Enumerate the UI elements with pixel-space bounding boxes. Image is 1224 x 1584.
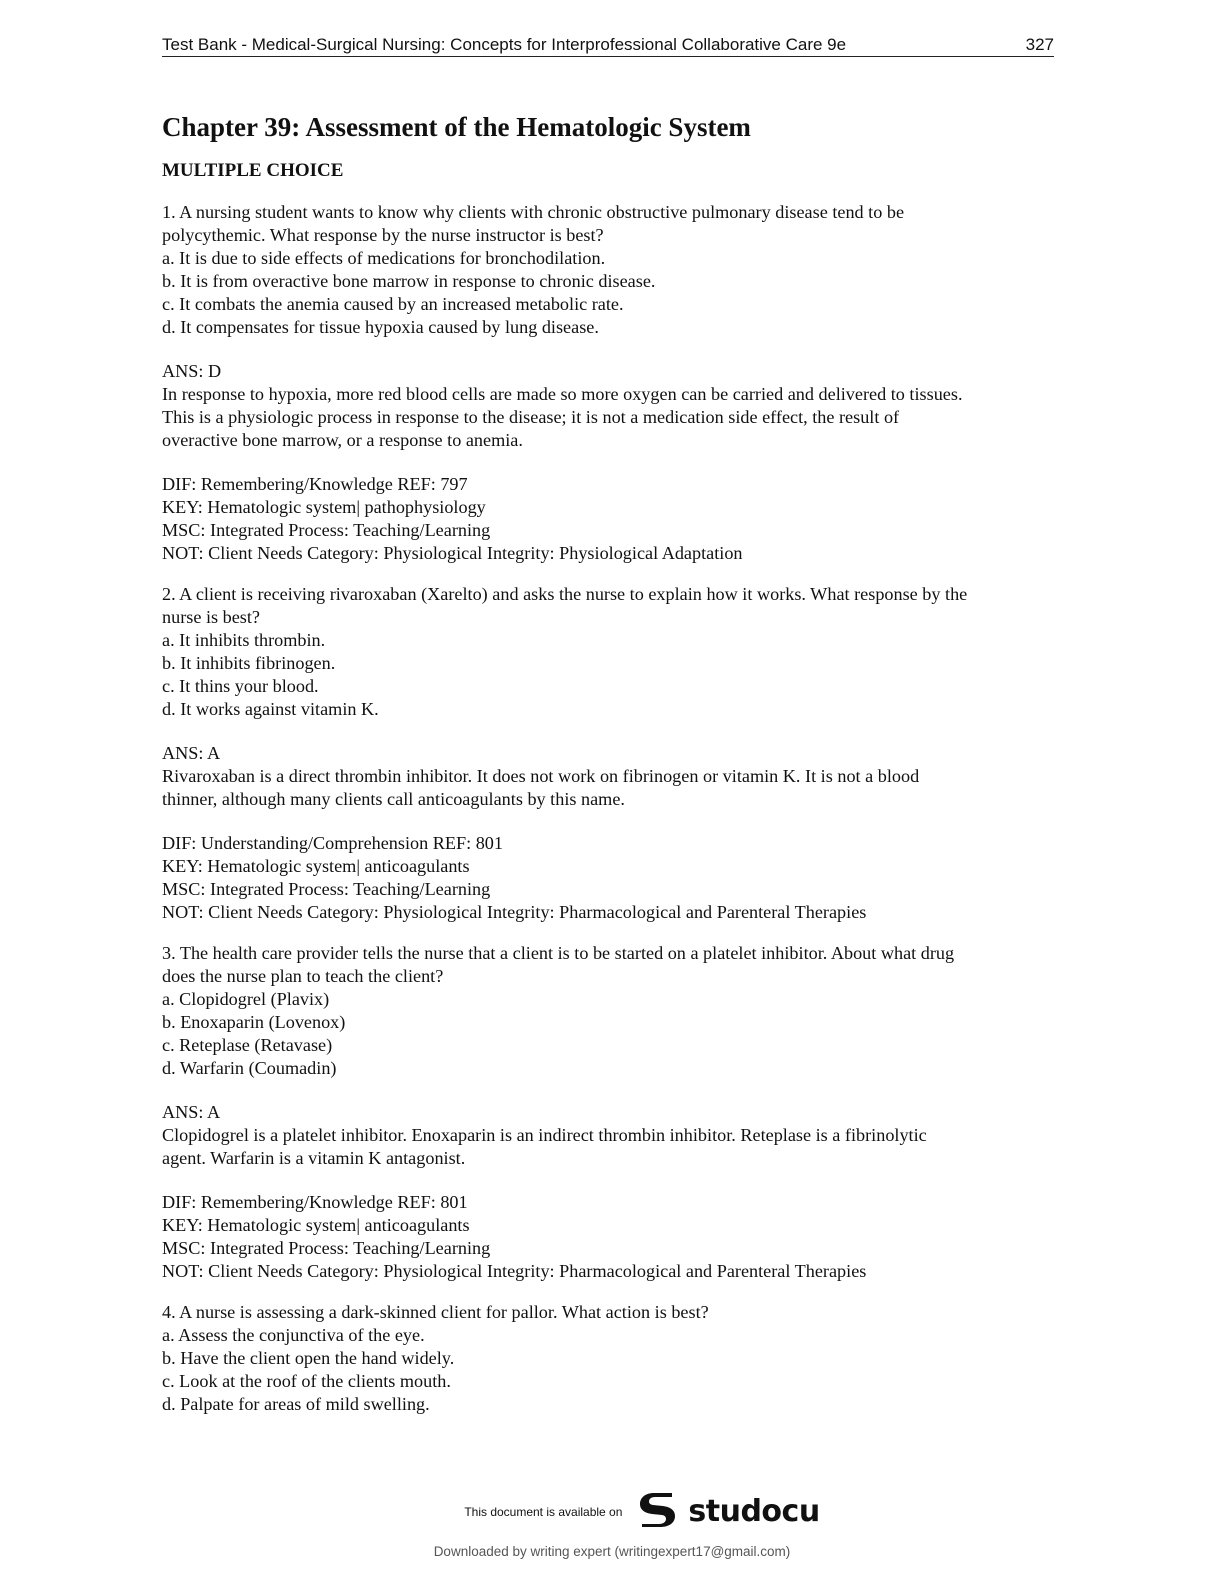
rationale-line: overactive bone marrow, or a response to anemia. [162, 430, 523, 450]
question-stem-line: polycythemic. What response by the nurse instructor is best? [162, 225, 604, 245]
metadata-line: NOT: Client Needs Category: Physiological Integrity: Pharmacological and Parenteral Therapies [162, 1261, 867, 1281]
studocu-brand[interactable] [636, 1487, 819, 1536]
answer-option: d. Palpate for areas of mild swelling. [162, 1394, 430, 1414]
answer-option: b. It is from overactive bone marrow in response to chronic disease. [162, 271, 656, 291]
metadata-line: KEY: Hematologic system| anticoagulants [162, 1215, 470, 1235]
answer-option: a. Assess the conjunctiva of the eye. [162, 1325, 425, 1345]
answer-option: a. It is due to side effects of medications for bronchodilation. [162, 248, 606, 268]
metadata-line: NOT: Client Needs Category: Physiological Integrity: Pharmacological and Parenteral Therapies [162, 902, 867, 922]
answer-option: d. It works against vitamin K. [162, 699, 379, 719]
answer-section [162, 1101, 1054, 1170]
metadata-line: NOT: Client Needs Category: Physiological Integrity: Physiological Adaptation [162, 543, 743, 563]
downloaded-by-text: Downloaded by writing expert (writingexpert17@gmail.com) [433, 1544, 791, 1559]
metadata-line: DIF: Remembering/Knowledge REF: 801 [162, 1192, 468, 1212]
question-stem-line: does the nurse plan to teach the client? [162, 966, 444, 986]
availability-row [60, 1487, 1224, 1536]
question-list [162, 201, 1054, 1416]
metadata-line: MSC: Integrated Process: Teaching/Learning [162, 520, 491, 540]
answer-option: c. It combats the anemia caused by an increased metabolic rate. [162, 294, 624, 314]
answer-option: c. Look at the roof of the clients mouth. [162, 1371, 451, 1391]
question-stem-line: nurse is best? [162, 607, 260, 627]
answer-option: c. It thins your blood. [162, 676, 319, 696]
question-metadata [162, 832, 1054, 924]
answer-section [162, 360, 1054, 452]
rationale-line: Rivaroxaban is a direct thrombin inhibitor. It does not work on fibrinogen or vitamin K. It is not a blood [162, 766, 920, 786]
question-stem-line: 2. A client is receiving rivaroxaban (Xarelto) and asks the nurse to explain how it works. What response by the [162, 584, 968, 604]
answer-option: d. Warfarin (Coumadin) [162, 1058, 337, 1078]
question-metadata [162, 473, 1054, 565]
header-title: Test Bank - Medical-Surgical Nursing: Concepts for Interprofessional Collaborative Care 9e [162, 35, 847, 54]
rationale-line: This is a physiologic process in response to the disease; it is not a medication side effect, the result of [162, 407, 900, 427]
studocu-logo-icon [636, 1487, 680, 1536]
answer-option: a. It inhibits thrombin. [162, 630, 326, 650]
question-stem-line: 1. A nursing student wants to know why clients with chronic obstructive pulmonary disease tend to be [162, 202, 905, 222]
page-footer [0, 1487, 1224, 1559]
question-block [162, 583, 1054, 924]
question-block [162, 942, 1054, 1283]
rationale-line: agent. Warfarin is a vitamin K antagonist. [162, 1148, 466, 1168]
answer-section [162, 742, 1054, 811]
answer-option: c. Reteplase (Retavase) [162, 1035, 333, 1055]
question-metadata [162, 1191, 1054, 1283]
question-stem-line: 4. A nurse is assessing a dark-skinned client for pallor. What action is best? [162, 1302, 709, 1322]
answer-option: b. Have the client open the hand widely. [162, 1348, 455, 1368]
rationale-line: Clopidogrel is a platelet inhibitor. Enoxaparin is an indirect thrombin inhibitor. Reteplase is a fibrinolytic [162, 1125, 927, 1145]
metadata-line: DIF: Understanding/Comprehension REF: 801 [162, 833, 503, 853]
metadata-line: DIF: Remembering/Knowledge REF: 797 [162, 474, 468, 494]
question-block [162, 1301, 1054, 1416]
answer-option: b. It inhibits fibrinogen. [162, 653, 336, 673]
metadata-line: KEY: Hematologic system| anticoagulants [162, 856, 470, 876]
document-page [162, 34, 1054, 1416]
section-label: MULTIPLE CHOICE [162, 160, 344, 181]
answer-key: ANS: A [162, 743, 221, 763]
brand-name: studocu [688, 1494, 820, 1529]
answer-key: ANS: D [162, 361, 222, 381]
rationale-line: In response to hypoxia, more red blood cells are made so more oxygen can be carried and delivered to tissues. [162, 384, 963, 404]
answer-option: d. It compensates for tissue hypoxia caused by lung disease. [162, 317, 599, 337]
metadata-line: MSC: Integrated Process: Teaching/Learning [162, 1238, 491, 1258]
question-block [162, 201, 1054, 565]
availability-text: This document is available on [464, 1504, 623, 1519]
answer-option: a. Clopidogrel (Plavix) [162, 989, 330, 1009]
metadata-line: KEY: Hematologic system| pathophysiology [162, 497, 486, 517]
metadata-line: MSC: Integrated Process: Teaching/Learning [162, 879, 491, 899]
chapter-title: Chapter 39: Assessment of the Hematologic System [162, 112, 751, 142]
answer-option: b. Enoxaparin (Lovenox) [162, 1012, 346, 1032]
rationale-line: thinner, although many clients call anticoagulants by this name. [162, 789, 625, 809]
page-number: 327 [1025, 35, 1054, 54]
answer-key: ANS: A [162, 1102, 221, 1122]
question-stem-line: 3. The health care provider tells the nurse that a client is to be started on a platelet inhibitor. About what drug [162, 943, 955, 963]
running-header [162, 34, 1054, 57]
